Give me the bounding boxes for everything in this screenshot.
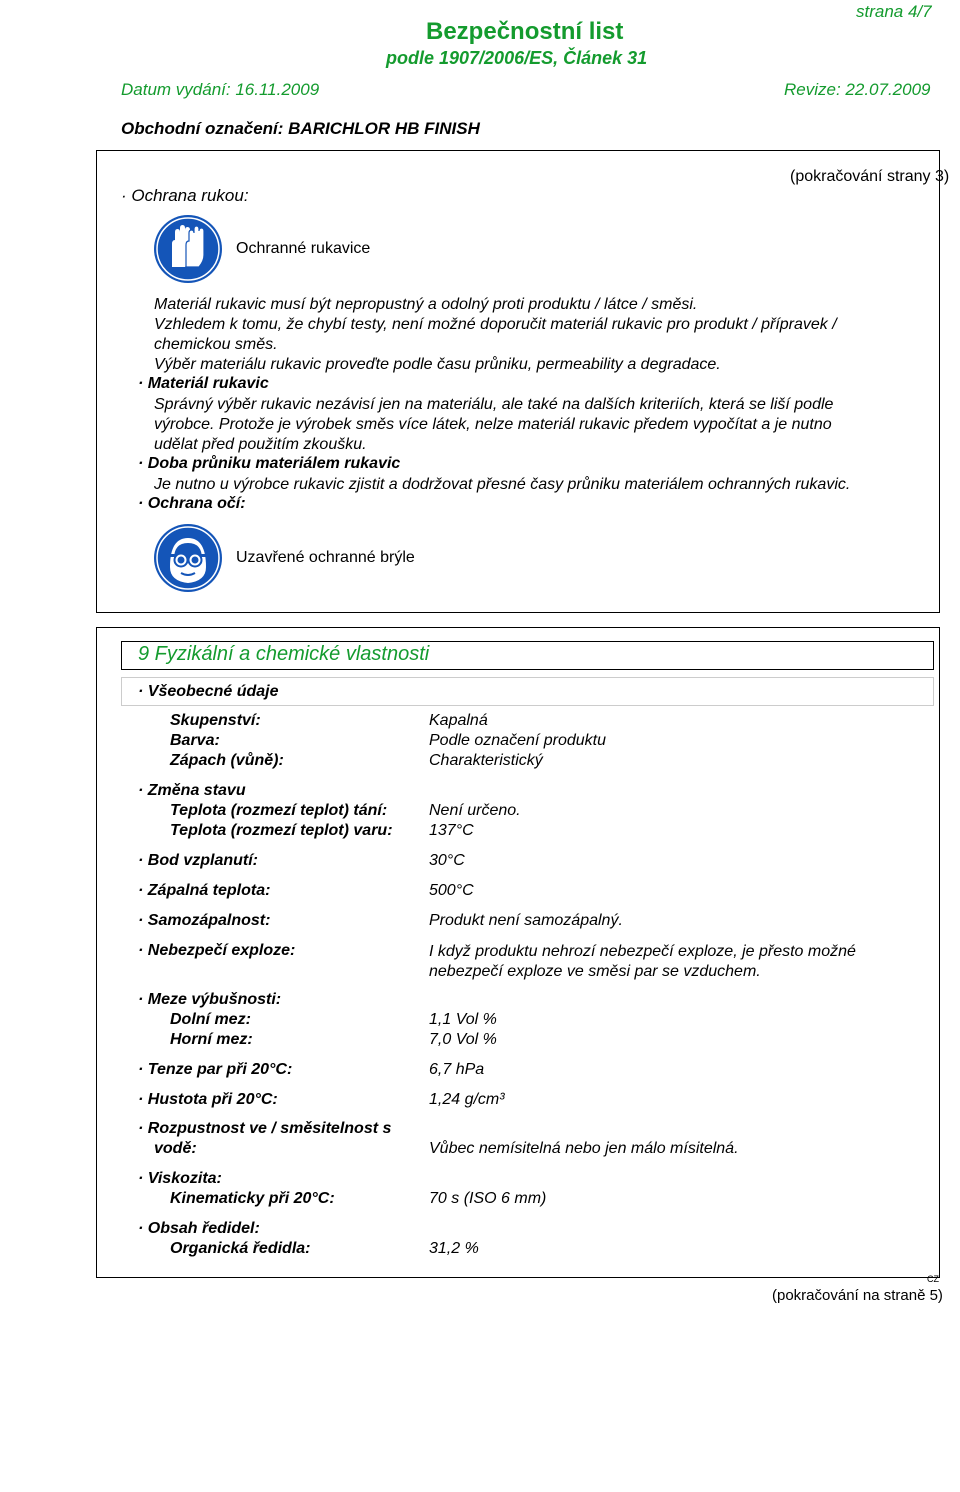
flash-point-label: · Bod vzplanutí: bbox=[138, 852, 258, 869]
glove-text-line: Vzhledem k tomu, že chybí testy, není možné doporučit materiál rukavic pro produkt / přípravek / bbox=[154, 316, 837, 333]
kinematic-label: Kinematicky při 20°C: bbox=[170, 1190, 335, 1207]
odour-value: Charakteristický bbox=[429, 752, 543, 769]
form-label: Skupenství: bbox=[170, 712, 261, 729]
page-number: strana 4/7 bbox=[856, 2, 932, 21]
organic-solvent-value: 31,2 % bbox=[429, 1240, 479, 1257]
vapour-pressure-value: 6,7 hPa bbox=[429, 1061, 485, 1078]
ignition-label: · Zápalná teplota: bbox=[138, 882, 271, 899]
density-value: 1,24 g/cm³ bbox=[429, 1091, 505, 1108]
glove-text-line: Správný výběr rukavic nezávisí jen na materiálu, ale také na dalších kriteriích, která se liší podle bbox=[154, 396, 834, 413]
form-value: Kapalná bbox=[429, 712, 488, 729]
goggles-icon bbox=[153, 523, 223, 593]
hand-protection-label: · Ochrana rukou: bbox=[121, 186, 249, 205]
melting-label: Teplota (rozmezí teplot) tání: bbox=[170, 802, 388, 819]
solubility-label: · Rozpustnost ve / směsitelnost s bbox=[138, 1120, 392, 1137]
glove-text-line: Je nutno u výrobce rukavic zjistit a dodržovat přesné časy průniku materiálem ochranných rukavic. bbox=[154, 476, 851, 493]
self-ignition-label: · Samozápalnost: bbox=[138, 912, 271, 929]
glove-text-line: Výběr materiálu rukavic proveďte podle času průniku, permeability a degradace. bbox=[154, 356, 721, 373]
color-value: Podle označení produktu bbox=[429, 732, 607, 749]
solubility-label-cont: vodě: bbox=[154, 1140, 197, 1157]
lower-limit-value: 1,1 Vol % bbox=[429, 1011, 497, 1028]
lower-limit-label: Dolní mez: bbox=[170, 1011, 251, 1028]
revision-date: Revize: 22.07.2009 bbox=[784, 80, 931, 99]
country-code: CZ bbox=[927, 1274, 939, 1284]
glove-material-text bbox=[154, 295, 936, 375]
general-info-label: · Všeobecné údaje bbox=[138, 683, 279, 700]
section-9-heading: 9 Fyzikální a chemické vlastnosti bbox=[138, 643, 430, 665]
glove-text-line: chemickou směs. bbox=[154, 336, 278, 353]
gloves-caption: Ochranné rukavice bbox=[236, 240, 371, 257]
breakthrough-text bbox=[154, 475, 936, 495]
state-change-label: · Změna stavu bbox=[138, 782, 246, 799]
explosion-label: · Nebezpečí exploze: bbox=[138, 942, 296, 959]
self-ignition-value: Produkt není samozápalný. bbox=[429, 912, 623, 929]
upper-limit-label: Horní mez: bbox=[170, 1031, 253, 1048]
glove-selection-text bbox=[154, 395, 936, 455]
color-label: Barva: bbox=[170, 732, 220, 749]
explosion-limits-label: · Meze výbušnosti: bbox=[138, 991, 282, 1008]
viscosity-label: · Viskozita: bbox=[138, 1170, 222, 1187]
explosion-value bbox=[429, 942, 932, 982]
continuation-from: (pokračování strany 3) bbox=[790, 168, 950, 185]
flash-point-value: 30°C bbox=[429, 852, 465, 869]
odour-label: Zápach (vůně): bbox=[170, 752, 284, 769]
trade-name: Obchodní označení: BARICHLOR HB FINISH bbox=[121, 119, 480, 138]
explosion-text-line: I když produktu nehrozí nebezpečí exploze, je přesto možné bbox=[429, 943, 856, 960]
glove-text-line: Materiál rukavic musí být nepropustný a odolný proti produktu / látce / směsi. bbox=[154, 296, 698, 313]
explosion-text-line: nebezpečí exploze ve směsi par se vzduchem. bbox=[429, 963, 761, 980]
continuation-to: (pokračování na straně 5) bbox=[772, 1287, 943, 1304]
issue-date: Datum vydání: 16.11.2009 bbox=[121, 80, 320, 99]
upper-limit-value: 7,0 Vol % bbox=[429, 1031, 497, 1048]
ignition-value: 500°C bbox=[429, 882, 474, 899]
vapour-pressure-label: · Tenze par při 20°C: bbox=[138, 1061, 293, 1078]
organic-solvent-label: Organická ředidla: bbox=[170, 1240, 311, 1257]
gloves-icon bbox=[153, 214, 223, 284]
glove-material-label: · Materiál rukavic bbox=[138, 375, 269, 392]
boiling-value: 137°C bbox=[429, 822, 474, 839]
goggles-caption: Uzavřené ochranné brýle bbox=[236, 549, 415, 566]
kinematic-value: 70 s (ISO 6 mm) bbox=[429, 1190, 547, 1207]
solubility-value: Vůbec nemísitelná nebo jen málo mísitelná. bbox=[429, 1140, 739, 1157]
boiling-label: Teplota (rozmezí teplot) varu: bbox=[170, 822, 393, 839]
glove-text-line: udělat před použitím zkoušku. bbox=[154, 436, 367, 453]
eye-protection-label: · Ochrana očí: bbox=[138, 495, 246, 512]
breakthrough-label: · Doba průniku materiálem rukavic bbox=[138, 455, 401, 472]
melting-value: Není určeno. bbox=[429, 802, 521, 819]
glove-text-line: výrobce. Protože je výrobek směs více látek, nelze materiál rukavic předem vypočítat a je nutno bbox=[154, 416, 832, 433]
density-label: · Hustota při 20°C: bbox=[138, 1091, 278, 1108]
document-title: Bezpečnostní list bbox=[426, 18, 624, 45]
solvent-content-label: · Obsah ředidel: bbox=[138, 1220, 260, 1237]
document-subtitle: podle 1907/2006/ES, Článek 31 bbox=[386, 48, 648, 68]
